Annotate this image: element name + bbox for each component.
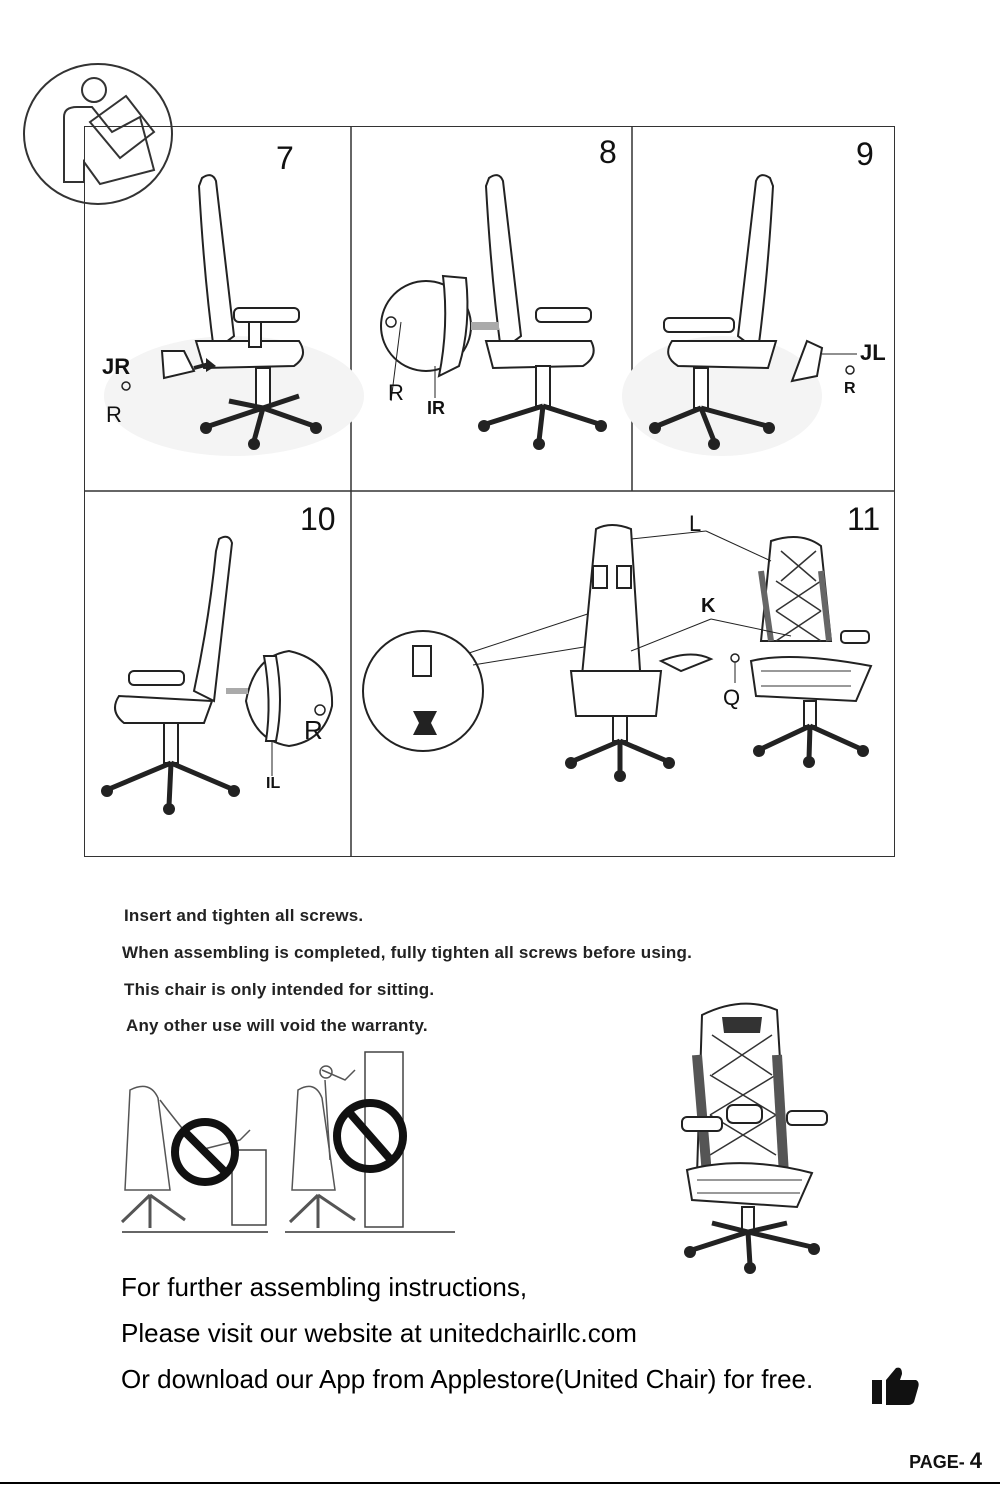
further-instructions-line-2: Please visit our website at unitedchairllc.com (121, 1318, 637, 1348)
part-label-r: R (844, 380, 856, 397)
part-label-k: K (701, 595, 716, 617)
part-label-q: Q (723, 685, 741, 710)
note-line: This chair is only intended for sitting. (124, 980, 435, 999)
thumbs-up-icon (872, 1366, 920, 1406)
part-label-r: R (106, 402, 122, 427)
step-number: 10 (300, 501, 336, 537)
bottom-rule (0, 1482, 1000, 1484)
further-instructions-line-1: For further assembling instructions, (121, 1272, 528, 1302)
step-number: 8 (599, 134, 617, 170)
note-line: Insert and tighten all screws. (124, 906, 364, 925)
part-label-l: L (689, 511, 702, 536)
part-label-jr: JR (102, 354, 131, 379)
further-instructions-line-3: Or download our App from Applestore(United Chair) for free. (121, 1364, 814, 1394)
note-line: When assembling is completed, fully tighten all screws before using. (122, 943, 692, 962)
page-prefix: PAGE- (909, 1452, 965, 1472)
part-label-ir: IR (427, 398, 445, 418)
no-feet-on-furniture-icon (122, 1086, 268, 1232)
part-label-jl: JL (860, 340, 886, 365)
assembled-chair-illustration (672, 995, 832, 1275)
page-number-value: 4 (969, 1448, 982, 1473)
part-label-r: R (388, 380, 404, 405)
no-standing-on-chair-icon (285, 1052, 455, 1232)
step-number: 9 (856, 136, 874, 172)
part-label-il: IL (266, 775, 281, 792)
note-line: Any other use will void the warranty. (126, 1016, 428, 1035)
step-number: 11 (847, 501, 881, 537)
page-number (909, 1448, 982, 1474)
step-number: 7 (276, 140, 294, 176)
part-label-r: R (304, 715, 323, 745)
